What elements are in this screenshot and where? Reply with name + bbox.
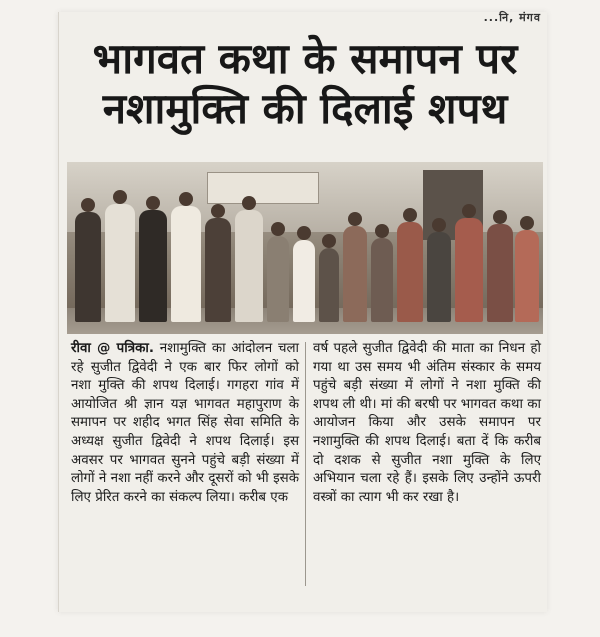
photo-person — [397, 222, 423, 322]
article-text-right: वर्ष पहले सुजीत द्विवेदी की माता का निधन हो गया था उस समय भी अंतिम संस्कार के समय पहुंचे बड़ी संख्या में लोगों ने नशा मुक्ति की शपथ ली थी। मां की बरषी पर भागवत कथा का आयोजन किया और उसके समापन पर नशामुक्ति की शपथ दिलाई। बता दें कि करीब दो दशक से सुजीत नशा मुक्ति के लिए अभियान चला रहे हैं। इसके लिए उन्होंने ऊपरी वस्त्रों का त्याग भी कर रखा है। — [313, 341, 541, 505]
article-body — [67, 340, 543, 600]
photo-person — [427, 232, 451, 322]
photo-banner — [207, 172, 319, 204]
photo-person — [487, 224, 513, 322]
headline-line-1: भागवत कथा के समापन पर — [92, 34, 518, 83]
masthead-fragment: ...नि, मंगव — [483, 11, 541, 24]
dateline: रीवा @ पत्रिका. — [71, 341, 154, 356]
photo-person — [293, 240, 315, 322]
article-column-left — [71, 340, 299, 507]
photo-person — [75, 212, 101, 322]
newspaper-clipping — [58, 12, 547, 612]
column-divider — [305, 342, 306, 586]
photo-person — [139, 210, 167, 322]
photo-person — [205, 218, 231, 322]
photo-person — [343, 226, 367, 322]
news-photo — [67, 162, 543, 334]
headline — [67, 34, 543, 134]
photo-person — [455, 218, 483, 322]
article-text-left: नशामुक्ति का आंदोलन चला रहे सुजीत द्विवेदी ने एक बार फिर लोगों को नशा मुक्ति की शपथ दिलाई। गगहरा गांव में आयोजित श्री ज्ञान यज्ञ भागवत महापुराण के समापन पर शहीद भगत सिंह सेवा समिति के अध्यक्ष सुजीत द्विवेदी ने शपथ दिलाई। इस अवसर पर भागवत सुनने पहुंचे बड़ी संख्या में लोगों ने नशा नहीं करने और दूसरों को भी इसके लिए प्रेरित करने का संकल्प लिया। करीब एक — [71, 341, 299, 505]
photo-person — [267, 236, 289, 322]
article-column-right — [313, 340, 541, 507]
photo-person — [235, 210, 263, 322]
photo-person — [371, 238, 393, 322]
photo-person — [105, 204, 135, 322]
photo-person — [171, 206, 201, 322]
photo-person — [319, 248, 339, 322]
headline-line-2: नशामुक्ति की दिलाई शपथ — [102, 84, 508, 133]
photo-person — [515, 230, 539, 322]
